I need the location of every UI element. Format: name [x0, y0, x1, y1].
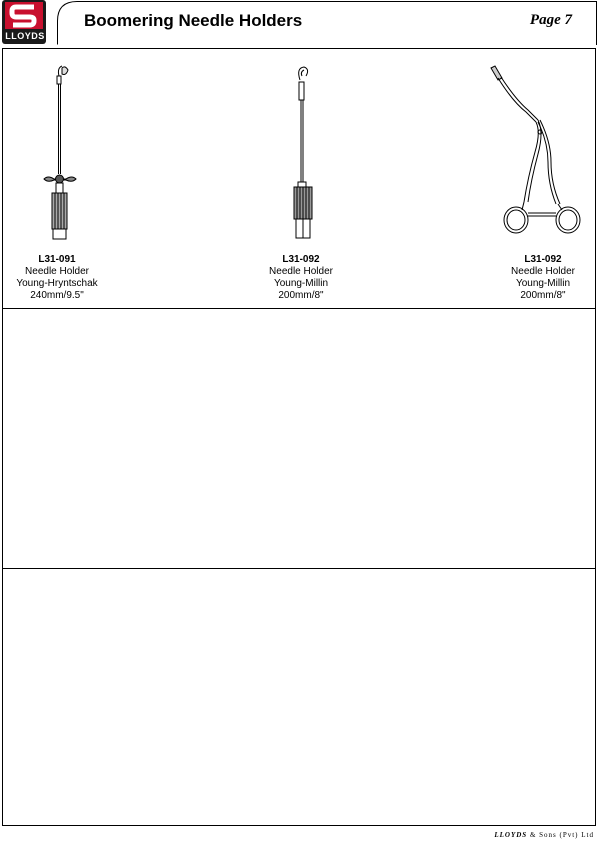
needle-holder-young-millin-angled-illustration: [468, 62, 600, 252]
product-caption: [468, 254, 600, 302]
product-caption: [226, 254, 376, 302]
product-size: 200mm/8": [520, 290, 566, 301]
product-size: 200mm/8": [278, 290, 324, 301]
page-title: Boomering Needle Holders: [84, 11, 303, 30]
footer-company: [494, 831, 594, 839]
product-name: Needle Holder: [511, 266, 575, 277]
needle-holder-hryntschak-illustration: [0, 62, 132, 252]
row-divider: [2, 568, 596, 569]
product-card: [468, 62, 600, 312]
needle-holder-young-millin-straight-illustration: [226, 62, 376, 252]
product-name: Needle Holder: [269, 266, 333, 277]
footer-brand: LLOYDS: [494, 831, 528, 839]
product-model: Young-Millin: [515, 278, 571, 289]
lloyds-logo: [1, 0, 47, 44]
product-name: Needle Holder: [25, 266, 89, 277]
product-size: 240mm/9.5": [30, 290, 84, 301]
product-model: Young-Millin: [273, 278, 329, 289]
page-number: Page 7: [529, 12, 572, 28]
logo-wordmark: LLOYDS: [5, 31, 45, 41]
product-card: [226, 62, 376, 312]
product-caption: [0, 254, 132, 302]
product-model: Young-Hryntschak: [16, 278, 98, 289]
footer-rest: & Sons (Pvt) Ltd: [527, 831, 594, 839]
product-card: [0, 62, 132, 312]
product-code: L31-092: [524, 254, 562, 265]
product-code: L31-092: [282, 254, 320, 265]
product-code: L31-091: [38, 254, 76, 265]
